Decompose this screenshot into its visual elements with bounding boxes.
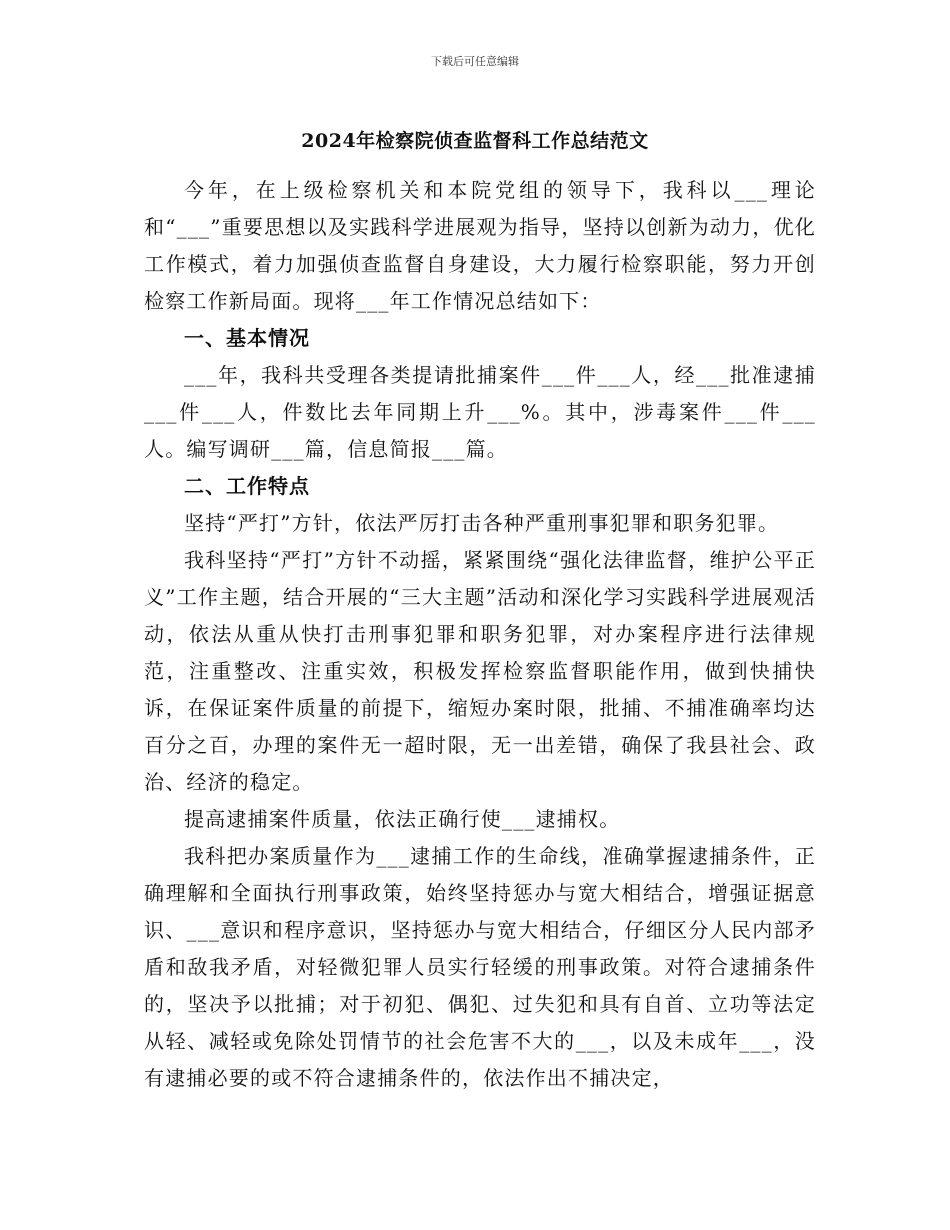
header-note: 下载后可任意编辑 xyxy=(431,55,519,68)
paragraph-intro: 今年，在上级检察机关和本院党组的领导下，我科以___理论和“___”重要思想以及实践科学进展观为指导，坚持以创新为动力，优化工作模式，着力加强侦查监督自身建设，大力履行检察职能，努力开创检察工作新局面。现将___年工作情况总结如下： xyxy=(144,178,816,313)
paragraph-arrest-quality: 提高逮捕案件质量，依法正确行使___逮捕权。 xyxy=(184,807,621,831)
section-heading-basic-situation: 一、基本情况 xyxy=(184,326,310,350)
paragraph-arrest-quality-detail: 我科把办案质量作为___逮捕工作的生命线，准确掌握逮捕条件，正确理解和全面执行刑事政策，始终坚持惩办与宽大相结合，增强证据意识、___意识和程序意识，坚持惩办与宽大相结合，仔细区分人民内部矛盾和敌我矛盾，对轻微犯罪人员实行轻缓的刑事政策。对符合逮捕条件的，坚决予以批捕；对于初犯、偶犯、过失犯和具有自首、立功等法定从轻、减轻或免除处罚情节的社会危害不大的___，以及未成年___，没有逮捕必要的或不符合逮捕条件的，依法作出不捕决定， xyxy=(144,844,816,1090)
paragraph-strike-hard-detail: 我科坚持“严打”方针不动摇，紧紧围绕“强化法律监督，维护公平正义”工作主题，结合开展的“三大主题”活动和深化学习实践科学进展观活动，依法从重从快打击刑事犯罪和职务犯罪，对办案程序进行法律规范，注重整改、注重实效，积极发挥检察监督职能作用，做到快捕快诉，在保证案件质量的前提下，缩短办案时限，批捕、不捕准确率均达百分之百，办理的案件无一超时限，无一出差错，确保了我县社会、政治、经济的稳定。 xyxy=(144,548,816,794)
paragraph-strike-hard: 坚持“严打”方针，依法严厉打击各种严重刑事犯罪和职务犯罪。 xyxy=(184,511,780,535)
document-body xyxy=(144,172,816,1097)
paragraph-basic-situation: ___年，我科共受理各类提请批捕案件___件___人，经___批准逮捕___件___人，件数比去年同期上升___%。其中，涉毒案件___件___人。编写调研___篇，信息简报___篇。 xyxy=(144,363,816,461)
document-title: 2024年检察院侦查监督科工作总结范文 xyxy=(301,130,649,152)
section-heading-work-features: 二、工作特点 xyxy=(184,474,310,498)
